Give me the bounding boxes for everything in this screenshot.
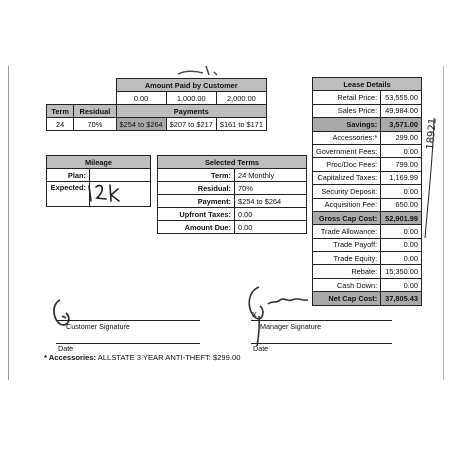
- lease-row-label: Retail Price:: [313, 91, 381, 104]
- footnote-label: * Accessories:: [44, 353, 97, 362]
- lease-row-value: 0.00: [381, 225, 422, 238]
- customer-signature-line: [56, 320, 200, 321]
- lease-row-label: Trade Allowance:: [313, 225, 381, 238]
- residual-label: Residual:: [158, 182, 235, 195]
- lease-row-value: 1,169.99: [381, 171, 422, 184]
- lease-row-value: 0.00: [381, 252, 422, 265]
- plan-value: [90, 169, 151, 182]
- lease-details-table: [312, 77, 422, 306]
- lease-row-value: 0.00: [381, 144, 422, 157]
- lease-details-title: Lease Details: [313, 78, 422, 91]
- lease-row-value: 0.00: [381, 185, 422, 198]
- lease-row-value: 53,555.00: [381, 91, 422, 104]
- payment-cell: $161 to $171: [216, 118, 266, 131]
- customer-date-line: [56, 343, 200, 344]
- savings-label: Savings:: [313, 118, 381, 131]
- upfront-taxes-value: 0.00: [235, 208, 307, 221]
- amount-paid-table: [46, 78, 267, 131]
- term-header: Term: [47, 105, 74, 118]
- net-cap-cost-value: 37,805.43: [381, 292, 422, 305]
- lease-handwritten-note: 18921: [425, 117, 439, 151]
- payment-label: Payment:: [158, 195, 235, 208]
- residual-value: 70%: [235, 182, 307, 195]
- manager-date-line: [251, 343, 392, 344]
- lease-row-label: Acquisition Fee:: [313, 198, 381, 211]
- amount-cell: 0.00: [116, 92, 166, 105]
- mileage-table: [46, 155, 151, 207]
- lease-row-label: Government Fees:: [313, 144, 381, 157]
- payment-cell-selected: $254 to $264: [116, 118, 166, 131]
- gross-cap-cost-value: 52,901.99: [381, 211, 422, 224]
- expected-value: [90, 182, 151, 207]
- lease-row-value: 299.00: [381, 131, 422, 144]
- manager-signature-label: Manager Signature: [260, 322, 322, 331]
- mileage-title: Mileage: [47, 156, 151, 169]
- payment-cell: $207 to $217: [166, 118, 216, 131]
- payment-value: $254 to $264: [235, 195, 307, 208]
- payments-header: Payments: [116, 105, 266, 118]
- selected-terms-title: Selected Terms: [158, 156, 307, 169]
- amount-due-value: 0.00: [235, 221, 307, 234]
- expected-label: Expected:: [47, 182, 90, 207]
- lease-row-label: Trade Payoff:: [313, 238, 381, 251]
- lease-row-value: 650.00: [381, 198, 422, 211]
- lease-row-value: 0.00: [381, 238, 422, 251]
- term-value: 24: [47, 118, 74, 131]
- lease-row-label: Proc/Doc Fees:: [313, 158, 381, 171]
- footnote-text: ALLSTATE 3 YEAR ANTI-THEFT: $299.00: [97, 353, 241, 362]
- lease-row-value: 49,984.00: [381, 104, 422, 117]
- lease-row-label: Rebate:: [313, 265, 381, 278]
- savings-value: 3,571.00: [381, 118, 422, 131]
- plan-label: Plan:: [47, 169, 90, 182]
- manager-date-label: Date: [253, 344, 269, 353]
- amount-cell: 2,000.00: [216, 92, 266, 105]
- customer-signature-label: Customer Signature: [66, 322, 130, 331]
- net-cap-cost-label: Net Cap Cost:: [313, 292, 381, 305]
- customer-date-label: Date: [58, 344, 74, 353]
- lease-row-value: 0.00: [381, 278, 422, 291]
- lease-row-label: Trade Equity:: [313, 252, 381, 265]
- term-value: 24 Monthly: [235, 169, 307, 182]
- term-label: Term:: [158, 169, 235, 182]
- selected-terms-table: [157, 155, 307, 234]
- manager-signature-line: [251, 320, 392, 321]
- lease-row-label: Accessories:*: [313, 131, 381, 144]
- residual-value: 70%: [74, 118, 116, 131]
- lease-row-label: Capitalized Taxes:: [313, 171, 381, 184]
- amount-cell: 1,000.00: [166, 92, 216, 105]
- lease-row-value: 15,350.00: [381, 265, 422, 278]
- lease-row-label: Sales Price:: [313, 104, 381, 117]
- lease-row-value: 799.00: [381, 158, 422, 171]
- manager-x-mark: X: [252, 310, 257, 319]
- residual-header: Residual: [74, 105, 116, 118]
- gross-cap-cost-label: Gross Cap Cost:: [313, 211, 381, 224]
- upfront-taxes-label: Upfront Taxes:: [158, 208, 235, 221]
- lease-row-label: Cash Down:: [313, 278, 381, 291]
- amount-due-label: Amount Due:: [158, 221, 235, 234]
- lease-row-label: Security Deposit:: [313, 185, 381, 198]
- amount-paid-title: Amount Paid by Customer: [116, 79, 266, 92]
- accessories-footnote: [44, 353, 240, 362]
